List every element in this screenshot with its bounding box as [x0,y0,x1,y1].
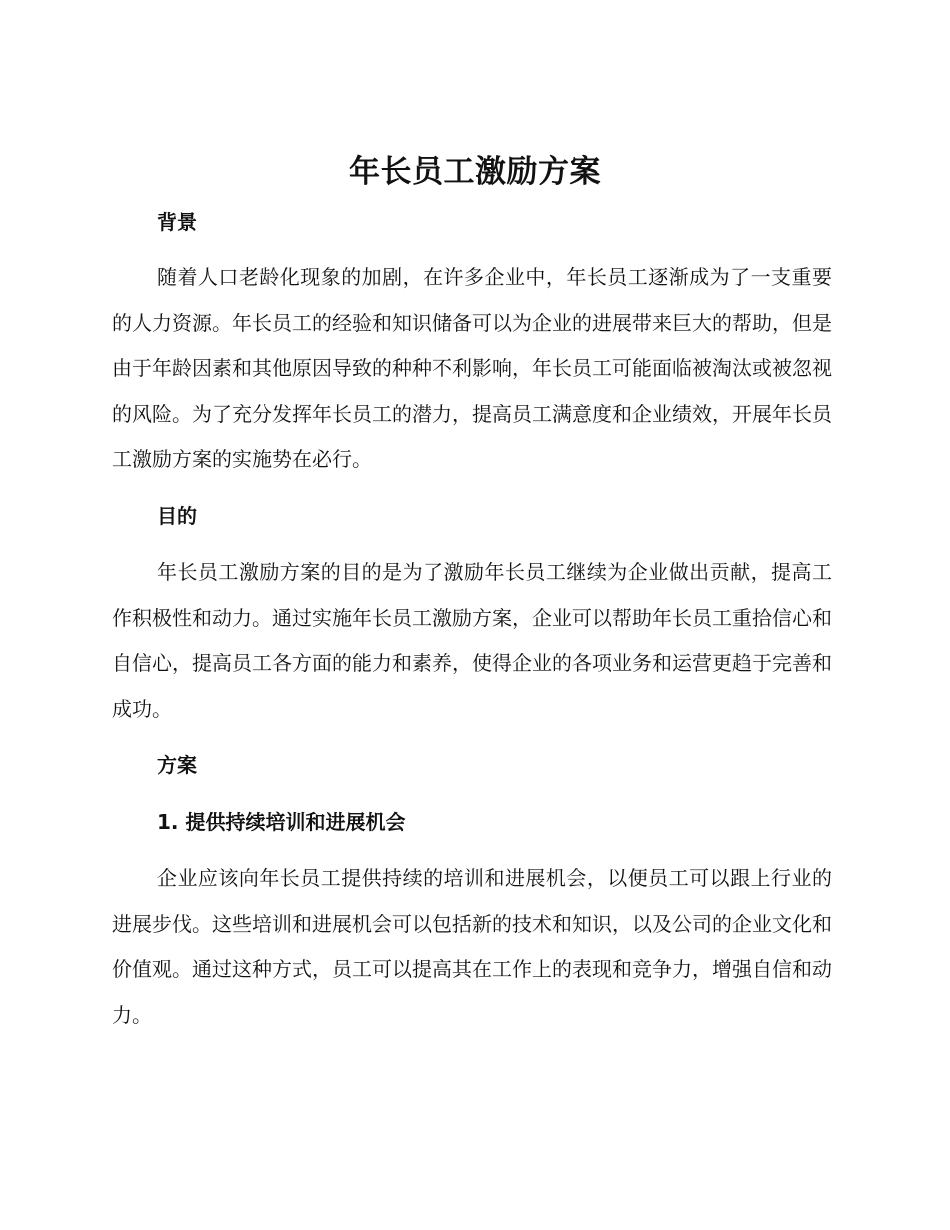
subsection-heading-training: 1. 提供持续培训和进展机会 [157,810,406,834]
document-title: 年长员工激励方案 [349,154,601,190]
section-paragraph-purpose: 年长员工激励方案的目的是为了激励年长员工继续为企业做出贡献，提高工作积极性和动力。通过实施年长员工激励方案，企业可以帮助年长员工重拾信心和自信心，提高员工各方面的能力和素养，使得企业的各项业务和运营更趋于完善和成功。 [112,560,832,721]
subsection-paragraph-training: 企业应该向年长员工提供持续的培训和进展机会，以便员工可以跟上行业的进展步伐。这些培训和进展机会可以包括新的技术和知识，以及公司的企业文化和价值观。通过这种方式，员工可以提高其在工作上的表现和竞争力，增强自信和动力。 [112,866,832,1027]
section-heading-plan: 方案 [157,753,197,777]
section-heading-background: 背景 [157,210,197,234]
section-heading-purpose: 目的 [157,504,197,528]
section-paragraph-background: 随着人口老龄化现象的加剧，在许多企业中，年长员工逐渐成为了一支重要的人力资源。年长员工的经验和知识储备可以为企业的进展带来巨大的帮助，但是由于年龄因素和其他原因导致的种种不利影响，年长员工可能面临被淘汰或被忽视的风险。为了充分发挥年长员工的潜力，提高员工满意度和企业绩效，开展年长员工激励方案的实施势在必行。 [112,265,832,471]
